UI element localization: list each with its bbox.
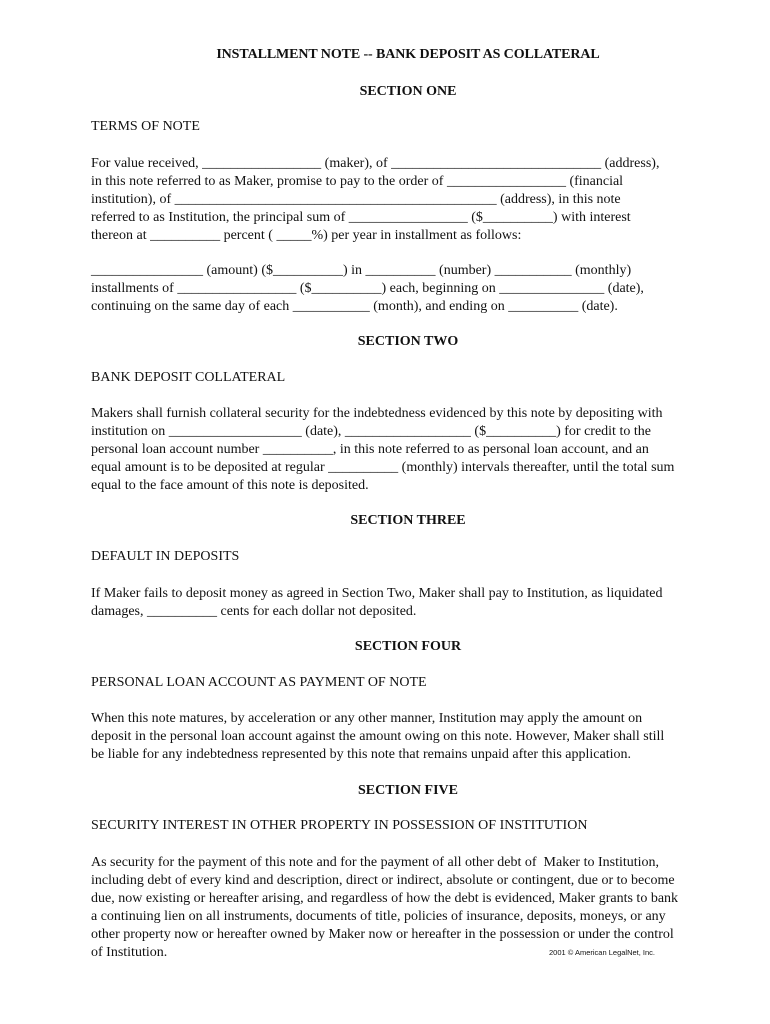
paragraph-line: When this note matures, by acceleration or any other manner, Institution may apply the amount on: [91, 711, 643, 726]
paragraph-line: in this note referred to as Maker, promise to pay to the order of _________________ (financial: [91, 174, 624, 189]
paragraph-line: personal loan account number __________, in this note referred to as personal loan account, and an: [91, 442, 649, 457]
paragraph-line: including debt of every kind and description, direct or indirect, absolute or contingent, due or to become: [91, 873, 675, 888]
paragraph-line: referred to as Institution, the principal sum of _________________ ($__________) with interest: [91, 210, 631, 225]
section-three-paragraph: [91, 585, 731, 621]
section-one-paragraph-1: [91, 155, 731, 245]
section-five-heading: SECTION FIVE: [358, 783, 458, 798]
paragraph-line: other property now or hereafter owned by Maker now or hereafter in the possession or under the control: [91, 927, 674, 942]
paragraph-line: thereon at __________ percent ( _____%) per year in installment as follows:: [91, 228, 522, 243]
section-four-paragraph: [91, 710, 731, 764]
section-four-subheading: PERSONAL LOAN ACCOUNT AS PAYMENT OF NOTE: [91, 675, 427, 690]
paragraph-line: institution on ___________________ (date), __________________ ($__________) for credit to the: [91, 424, 651, 439]
document-title: INSTALLMENT NOTE -- BANK DEPOSIT AS COLLATERAL: [216, 47, 600, 62]
section-one-subheading: TERMS OF NOTE: [91, 119, 200, 134]
section-two-paragraph: [91, 405, 731, 495]
paragraph-line: ________________ (amount) ($__________) in __________ (number) ___________ (monthly): [91, 263, 632, 278]
paragraph-line: a continuing lien on all instruments, documents of title, policies of insurance, deposits, moneys, or any: [91, 909, 666, 924]
section-five-paragraph: [91, 854, 731, 962]
paragraph-line: be liable for any indebtedness represented by this note that remains unpaid after this application.: [91, 747, 631, 762]
section-one-paragraph-2: [91, 262, 731, 316]
section-four-heading: SECTION FOUR: [354, 639, 462, 654]
paragraph-line: As security for the payment of this note and for the payment of all other debt of Maker to Institution,: [91, 855, 660, 870]
paragraph-line: If Maker fails to deposit money as agreed in Section Two, Maker shall pay to Institution, as liquidated: [91, 586, 663, 601]
section-one-heading: SECTION ONE: [359, 84, 457, 99]
paragraph-line: due, now existing or hereafter arising, and regardless of how the debt is evidenced, Maker grants to bank: [91, 891, 679, 906]
paragraph-line: equal amount is to be deposited at regular __________ (monthly) intervals thereafter, until the total sum: [91, 460, 675, 475]
section-three-heading: SECTION THREE: [350, 513, 466, 528]
section-five-subheading: SECURITY INTEREST IN OTHER PROPERTY IN POSSESSION OF INSTITUTION: [91, 818, 588, 833]
section-two-heading: SECTION TWO: [357, 334, 459, 349]
paragraph-line: damages, __________ cents for each dollar not deposited.: [91, 604, 417, 619]
paragraph-line: equal to the face amount of this note is deposited.: [91, 478, 369, 493]
section-three-subheading: DEFAULT IN DEPOSITS: [91, 549, 240, 564]
paragraph-line: deposit in the personal loan account against the amount owing on this note. However, Maker shall still: [91, 729, 665, 744]
paragraph-line: For value received, _________________ (maker), of ______________________________ (address),: [91, 156, 660, 171]
section-two-subheading: BANK DEPOSIT COLLATERAL: [91, 370, 286, 385]
paragraph-line: continuing on the same day of each ___________ (month), and ending on __________ (date).: [91, 299, 618, 314]
paragraph-line: institution), of ______________________________________________ (address), in this note: [91, 192, 621, 207]
paragraph-line: of Institution.: [91, 945, 168, 960]
paragraph-line: installments of _________________ ($__________) each, beginning on _______________ (date),: [91, 281, 644, 296]
copyright-footer: 2001 © American LegalNet, Inc.: [549, 948, 656, 957]
paragraph-line: Makers shall furnish collateral security for the indebtedness evidenced by this note by depositing with: [91, 406, 663, 421]
